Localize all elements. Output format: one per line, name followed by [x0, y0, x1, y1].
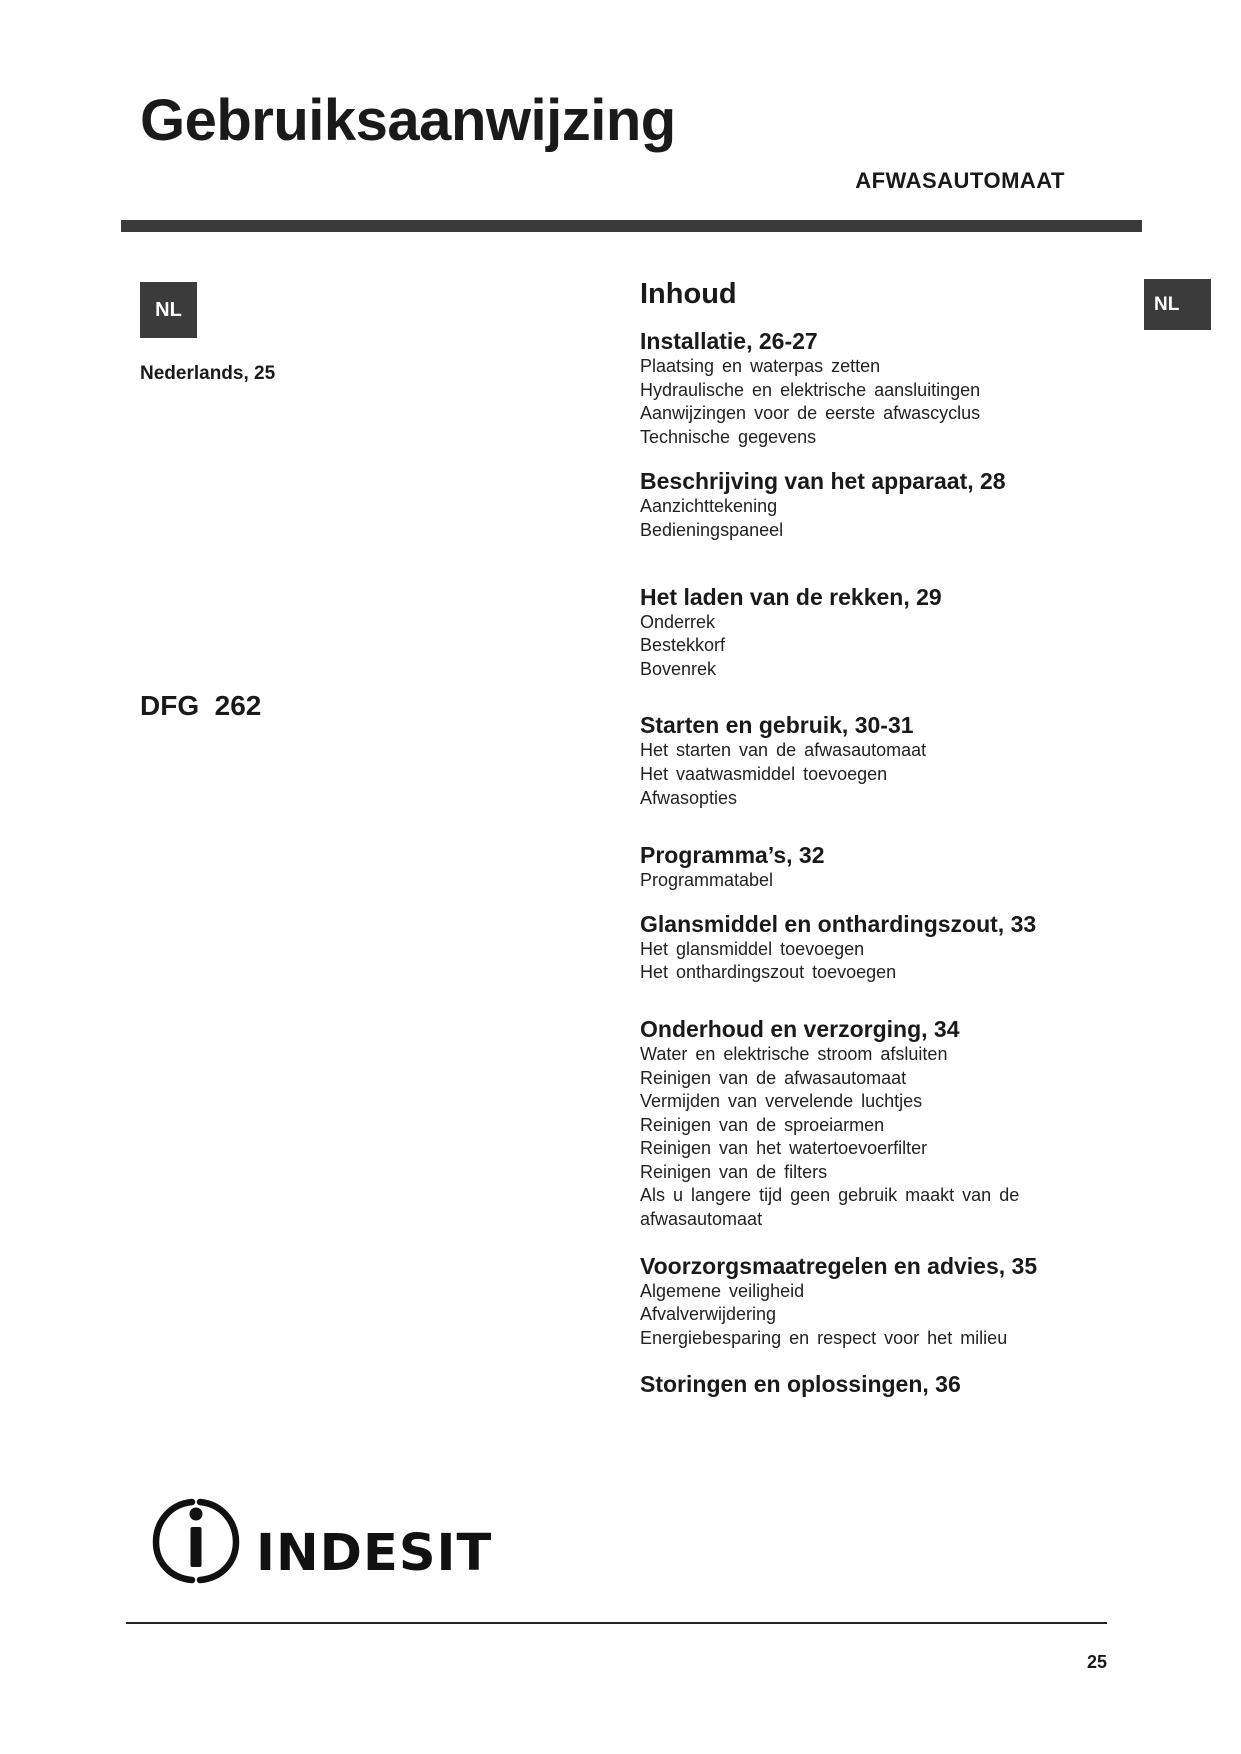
toc-section-laden	[640, 583, 1110, 682]
toc-section-glansmiddel	[640, 910, 1110, 985]
bottom-divider	[126, 1622, 1107, 1624]
toc-heading: Storingen en oplossingen, 36	[640, 1371, 961, 1398]
toc-item: Algemene veiligheid	[640, 1280, 805, 1301]
language-tab: NL	[1144, 279, 1211, 330]
toc-item: Programmatabel	[640, 870, 774, 891]
toc-item: Reinigen van de afwasautomaat	[640, 1067, 907, 1088]
toc-section-onderhoud	[640, 1015, 1110, 1232]
indesit-logo	[152, 1494, 492, 1588]
language-badge: NL	[140, 282, 197, 338]
table-of-contents	[640, 277, 1110, 1398]
toc-heading: Programma’s, 32	[640, 842, 825, 869]
logo-stem	[191, 1527, 202, 1567]
toc-item: Bedieningspaneel	[640, 519, 784, 540]
toc-item: Het starten van de afwasautomaat	[640, 740, 927, 761]
toc-item: Bestekkorf	[640, 635, 726, 656]
logo-left-arc	[156, 1502, 192, 1580]
toc-item: Aanzichttekening	[640, 496, 778, 517]
toc-item: Het onthardingszout toevoegen	[640, 962, 897, 983]
toc-item: Hydraulische en elektrische aansluitingen	[640, 379, 981, 400]
model-number: DFG 262	[140, 690, 262, 721]
toc-section-beschrijving	[640, 467, 1110, 542]
toc-item: Onderrek	[640, 611, 716, 632]
toc-item: Afvalverwijdering	[640, 1304, 777, 1325]
toc-item: Reinigen van het watertoevoerfilter	[640, 1138, 928, 1159]
top-divider	[121, 220, 1142, 232]
logo-wordmark: INDESIT	[256, 1524, 492, 1583]
toc-item: afwasautomaat	[640, 1209, 763, 1230]
toc-item: Plaatsing en waterpas zetten	[640, 356, 881, 376]
toc-heading: Installatie, 26-27	[640, 328, 818, 354]
toc-heading: Het laden van de rekken, 29	[640, 583, 942, 610]
toc-heading: Starten en gebruik, 30-31	[640, 712, 914, 739]
toc-item: Aanwijzingen voor de eerste afwascyclus	[640, 403, 981, 424]
toc-item: Water en elektrische stroom afsluiten	[640, 1043, 948, 1064]
toc-heading: Glansmiddel en onthardingszout, 33	[640, 910, 1037, 937]
toc-section-programmas	[640, 841, 1110, 893]
toc-section-voorzorg	[640, 1252, 1110, 1351]
toc-section-installatie	[640, 327, 1110, 449]
toc-title: Inhoud	[640, 278, 737, 310]
toc-item: Afwasopties	[640, 787, 738, 808]
toc-section-storingen	[640, 1370, 1110, 1398]
toc-item: Energiebesparing en respect voor het milieu	[640, 1327, 1008, 1348]
toc-item: Reinigen van de sproeiarmen	[640, 1114, 885, 1135]
toc-section-starten	[640, 711, 1110, 810]
toc-heading: Onderhoud en verzorging, 34	[640, 1015, 960, 1042]
toc-item: Het vaatwasmiddel toevoegen	[640, 763, 888, 784]
language-page-ref: Nederlands, 25	[140, 363, 276, 384]
toc-item: Als u langere tijd geen gebruik maakt van de	[640, 1185, 1020, 1206]
toc-item: Vermijden van vervelende luchtjes	[640, 1091, 923, 1112]
logo-dot	[190, 1508, 203, 1521]
product-type-heading: AFWASAUTOMAAT	[855, 168, 1065, 193]
toc-item: Technische gegevens	[640, 426, 817, 447]
page-title: Gebruiksaanwijzing	[140, 88, 676, 153]
toc-item: Bovenrek	[640, 658, 717, 679]
toc-heading: Voorzorgsmaatregelen en advies, 35	[640, 1252, 1038, 1279]
toc-heading: Beschrijving van het apparaat, 28	[640, 468, 1006, 495]
page-number: 25	[1086, 1652, 1107, 1672]
toc-item: Reinigen van de filters	[640, 1161, 828, 1182]
toc-item: Het glansmiddel toevoegen	[640, 938, 865, 959]
logo-right-arc	[200, 1502, 236, 1580]
